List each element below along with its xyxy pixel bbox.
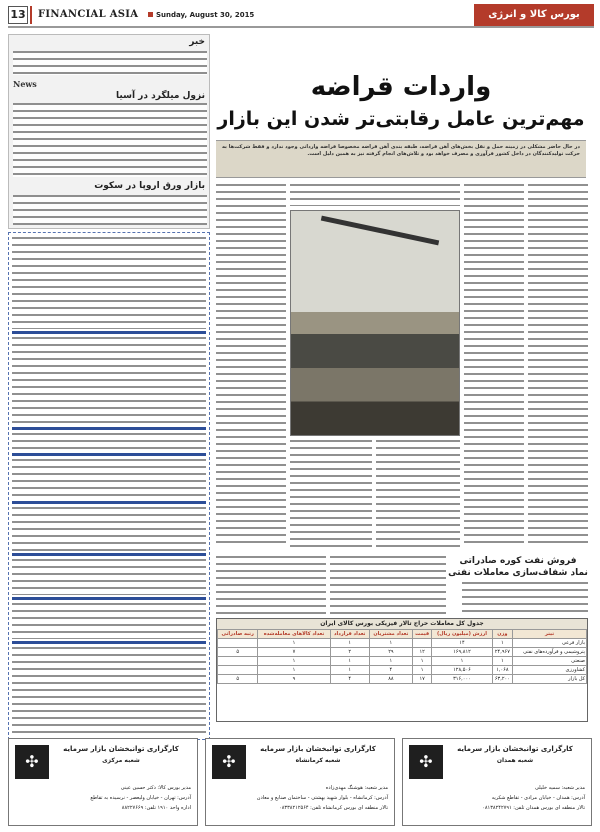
- ad-title: کارگزاری توانبخشان بازار سرمایه: [457, 745, 573, 753]
- table-cell: ۳۱۶,۰۰۰: [432, 675, 492, 684]
- sub-story-title-2: نماد شفاف‌سازی معاملات نفتی: [448, 568, 588, 578]
- separator: [12, 501, 206, 504]
- ad-line: اداره واحد ۱۹۱۰ تلفن: ۸۸۲۲۷۶۶۹: [121, 805, 191, 811]
- publication-name: FINANCIAL ASIA: [38, 9, 139, 20]
- sub-story-text: [462, 582, 588, 614]
- story-column: [290, 184, 460, 206]
- story-column: [464, 184, 524, 548]
- sub-story-text: [330, 556, 446, 614]
- table-cell: [218, 666, 258, 675]
- story-column: [376, 440, 460, 550]
- ad-title: کارگزاری توانبخشان بازار سرمایه: [63, 745, 179, 753]
- classified-text: [12, 507, 206, 551]
- table-row: [218, 639, 587, 648]
- table-title: جدول کل معاملات حراج تالار فیزیکی بورس کالای ایران: [217, 619, 587, 629]
- table-header: ارزش (میلیون ریال): [432, 630, 492, 639]
- table-row: [218, 657, 587, 666]
- separator: [12, 597, 206, 600]
- table-cell: کل بازار: [513, 675, 587, 684]
- trade-table: [216, 618, 588, 722]
- ad-title: کارگزاری توانبخشان بازار سرمایه: [260, 745, 376, 753]
- table-cell: ۱۷: [413, 675, 432, 684]
- table-cell: ۱: [330, 666, 369, 675]
- ad-subtitle: شعبه همدان: [496, 757, 534, 764]
- table-cell: ۱۲۸,۵۰۶: [432, 666, 492, 675]
- broker-ad: [402, 738, 592, 826]
- separator: [12, 641, 206, 644]
- table-cell: ۱: [369, 639, 412, 648]
- broker-logo-icon: ✣: [409, 745, 443, 779]
- header-accent-bar: [30, 6, 32, 24]
- table-row: [218, 648, 587, 657]
- table-cell: ۱,۰۶۸: [492, 666, 513, 675]
- table-cell: کشاورزی: [513, 666, 587, 675]
- table-cell: ۱۲: [413, 648, 432, 657]
- table-cell: ۸۸: [369, 675, 412, 684]
- table-header: رتبه صادراتی: [218, 630, 258, 639]
- classified-text: [12, 647, 206, 733]
- ad-subtitle: شعبه کرمانشاه: [295, 757, 341, 764]
- data-table: [217, 629, 587, 684]
- table-header: قیمت: [413, 630, 432, 639]
- ad-line: مدیر شعبه: هوشنگ مهدی‌زاده: [325, 785, 388, 791]
- story-column: [290, 440, 372, 550]
- table-cell: ۴: [369, 666, 412, 675]
- table-header-row: [218, 630, 587, 639]
- table-row: [218, 675, 587, 684]
- broker-logo-icon: ✣: [15, 745, 49, 779]
- table-cell: [218, 639, 258, 648]
- table-cell: ۱: [258, 666, 330, 675]
- news-story-1-text: [13, 103, 207, 177]
- broker-logo-icon: ✣: [212, 745, 246, 779]
- table-cell: ۲: [330, 648, 369, 657]
- issue-date: Sunday, August 30, 2015: [148, 11, 254, 19]
- ad-line: آدرس: تهران - خیابان ولیعصر - نرسیده به تقاطع: [90, 795, 191, 801]
- separator: [12, 427, 206, 430]
- table-cell: ۱: [330, 657, 369, 666]
- table-header: تیتر: [513, 630, 587, 639]
- table-cell: بازار فرعی: [513, 639, 587, 648]
- table-row: [218, 666, 587, 675]
- table-cell: ۱۶۹,۸۱۲: [432, 648, 492, 657]
- table-cell: ۹: [258, 675, 330, 684]
- ad-line: آدرس: همدان - خیابان مرادی - تقاطع شکریه: [491, 795, 585, 801]
- page-header: [8, 4, 594, 28]
- broker-ad: [8, 738, 198, 826]
- ad-line: تالار منطقه ای بورس همدان تلفن: ۰۸۱۳۸۲۴۲۷۹۱: [482, 805, 585, 811]
- news-label: خبر: [189, 37, 205, 47]
- story-lead: در حال حاضر مشکلی در زمینه حمل و نقل بخش‌های آهن قراضه، طبقه بندی آهن قراضه مخصوصا فراضه وارداتی وجود ندارد و فقط شرکت‌ها به حرکت تولیدکنندگان در داخل کشور فرآوری و مصرف خواهد بود و تلاش‌های انجام گرفته نیز به همین دلیل است.: [216, 140, 586, 178]
- table-cell: ۵: [218, 648, 258, 657]
- story-column: [216, 184, 286, 548]
- table-cell: ۱: [432, 657, 492, 666]
- table-cell: ۱: [330, 639, 369, 648]
- ad-line: تالار منطقه ای بورس کرمانشاه تلفن: ۰۸۳۳۸۲۱۲۵۶۴: [279, 805, 388, 811]
- story-kicker: واردات قراضه: [310, 72, 492, 102]
- separator: [12, 553, 206, 556]
- news-story-1-title: نزول میلگرد در آسیا: [116, 91, 205, 101]
- section-title: بورس کالا و انرژی: [474, 4, 594, 26]
- table-cell: ۱: [492, 657, 513, 666]
- broker-ads: [8, 738, 592, 828]
- table-cell: ۱۴: [432, 639, 492, 648]
- table-cell: صنعتی: [513, 657, 587, 666]
- ad-line: مدیر شعبه: سمیه خلیلی: [534, 785, 585, 791]
- table-cell: ۷: [258, 648, 330, 657]
- classified-text: [12, 237, 206, 329]
- sub-story-title-1: فروش نفت کوره صادراتی: [459, 556, 577, 566]
- story-headline: مهم‌ترین عامل رقابتی‌تر شدن این بازار: [217, 108, 585, 130]
- separator: [12, 331, 206, 334]
- news-sidebar: [8, 34, 210, 229]
- classified-text: [12, 603, 206, 639]
- classified-text: [12, 459, 206, 499]
- table-header: تعداد قرارداد: [330, 630, 369, 639]
- table-cell: ۴: [330, 675, 369, 684]
- classified-text: [12, 559, 206, 595]
- page-number: 13: [8, 6, 28, 24]
- table-header: تعداد کالاهای معامله‌شده: [258, 630, 330, 639]
- broker-ad: [205, 738, 395, 826]
- story-column: [528, 184, 588, 548]
- classified-ads-box: [8, 232, 210, 740]
- table-cell: ۲۹: [369, 648, 412, 657]
- ad-line: مدیر بورس کالا: دکتر حسین عینی: [120, 785, 191, 791]
- ad-line: آدرس: کرمانشاه - بلوار شهید بهشتی - ساختمان صنایع و معادن: [256, 795, 388, 801]
- table-cell: ۱: [492, 639, 513, 648]
- table-cell: ۱: [413, 666, 432, 675]
- table-cell: ۱: [258, 639, 330, 648]
- table-cell: [218, 657, 258, 666]
- table-header: وزن: [492, 630, 513, 639]
- news-story-2-title: بازار ورق اروپا در سکوت: [94, 181, 205, 191]
- table-cell: ۱: [413, 657, 432, 666]
- table-cell: [413, 639, 432, 648]
- news-intro-text: [13, 51, 207, 75]
- table-cell: ۱: [258, 657, 330, 666]
- table-cell: ۲۴,۹۶۷: [492, 648, 513, 657]
- table-cell: ۶۳,۲۰۰: [492, 675, 513, 684]
- sub-story-text: [216, 556, 326, 614]
- classified-text: [12, 337, 206, 425]
- news-story-2-text: [13, 195, 207, 225]
- news-english-label: News: [13, 79, 37, 89]
- table-cell: پتروشیمی و فرآورده‌های نفتی: [513, 648, 587, 657]
- table-header: تعداد مشتریان: [369, 630, 412, 639]
- ad-subtitle: شعبه مرکزی: [102, 757, 140, 764]
- table-cell: ۵: [218, 675, 258, 684]
- table-cell: ۱: [369, 657, 412, 666]
- separator: [12, 453, 206, 456]
- classified-text: [12, 433, 206, 451]
